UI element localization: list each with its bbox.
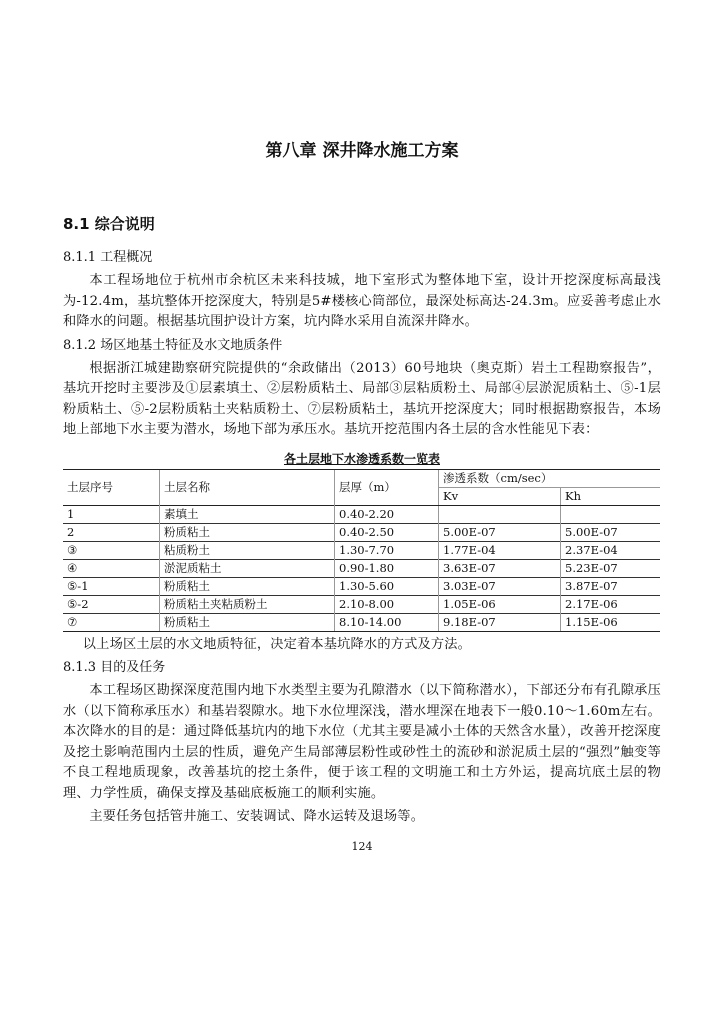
table-cell: 3.03E-07 [439, 577, 561, 595]
section-heading: 8.1 综合说明 [63, 215, 155, 233]
table-row [63, 541, 660, 559]
permeability-table [63, 469, 660, 632]
table-cell: 5.00E-07 [439, 523, 561, 541]
table-cell: 粉质粘土 [160, 613, 335, 631]
table-cell: 1.05E-06 [439, 595, 561, 613]
table-cell: 粘质粉土 [160, 541, 335, 559]
table-cell: 2.17E-06 [561, 595, 661, 613]
table-cell: ⑦ [63, 613, 160, 631]
table-row [63, 559, 660, 577]
table-row [63, 595, 660, 613]
table-caption: 各土层地下水渗透系数一览表 [283, 451, 440, 466]
subsection-heading: 8.1.1 工程概况 [63, 250, 153, 265]
table-cell: 8.10-14.00 [335, 613, 439, 631]
table-cell: 0.90-1.80 [335, 559, 439, 577]
table-cell: ④ [63, 559, 160, 577]
table-cell: 0.40-2.50 [335, 523, 439, 541]
table-cell: 2.10-8.00 [335, 595, 439, 613]
header-cell: 土层序号 [63, 469, 160, 505]
table-cell: 粉质粘土 [160, 577, 335, 595]
table-cell: 0.40-2.20 [335, 505, 439, 523]
table-cell: 5.23E-07 [561, 559, 661, 577]
header-cell: Kv [439, 487, 561, 505]
subsection-heading: 8.1.2 场区地基土特征及水文地质条件 [63, 337, 283, 353]
table-row [63, 577, 660, 595]
table-cell: 1 [63, 505, 160, 523]
page-number: 124 [351, 839, 373, 853]
table-header-row [63, 469, 660, 487]
subsection-heading: 8.1.3 目的及任务 [63, 660, 166, 675]
chapter-title: 第八章 深井降水施工方案 [265, 141, 459, 161]
header-cell: Kh [561, 487, 661, 505]
paragraph: 根据浙江城建勘察研究院提供的“余政储出（2013）60号地块（奥克斯）岩土工程勘察报告”，基坑开挖时主要涉及①层素填土、②层粉质粘土、局部③层粘质粉土、局部④层淤泥质粘土、⑤-1层粉质粘土、⑤-2层粉质粘土夹粘质粉土、⑦层粉质粘土，基坑开挖深度大；同时根据勘察报告，本场地上部地下水主要为潜水，场地下部为承压水。基坑开挖范围内各土层的含水性能见下表： [63, 360, 661, 437]
table-cell: 3.87E-07 [561, 577, 661, 595]
header-cell: 层厚（m） [335, 469, 439, 505]
table-cell: ⑤-2 [63, 595, 160, 613]
paragraph: 主要任务包括管井施工、安装调试、降水运转及退场等。 [89, 809, 425, 824]
table-cell: 淤泥质粘土 [160, 559, 335, 577]
table-cell [561, 505, 661, 523]
header-cell: 土层名称 [160, 469, 335, 505]
table-cell: 2.37E-04 [561, 541, 661, 559]
paragraph: 本工程场区勘探深度范围内地下水类型主要为孔隙潜水（以下简称潜水），下部还分布有孔隙承压水（以下简称承压水）和基岩裂隙水。地下水位埋深浅，潜水埋深在地表下一般0.10～1.60m左右。本次降水的目的是：通过降低基坑内的地下水位（尤其主要是减小土体的天然含水量），改善开挖深度及挖土影响范围内土层的性质，避免产生局部薄层粉性或砂性土的流砂和淤泥质土层的“强烈”触变等不良工程地质现象，改善基坑的挖土条件，便于该工程的文明施工和土方外运，提高坑底土层的物理、力学性质，确保支撑及基础底板施工的顺利实施。 [63, 683, 661, 801]
table-cell: 粉质粘土 [160, 523, 335, 541]
paragraph: 以上场区土层的水文地质特征，决定着本基坑降水的方式及方法。 [82, 636, 472, 652]
page-body [63, 140, 661, 854]
table-cell: 3.63E-07 [439, 559, 561, 577]
table-row [63, 505, 660, 523]
paragraph: 本工程场地位于杭州市余杭区未来科技城，地下室形式为整体地下室，设计开挖深度标高最浅为-12.4m，基坑整体开挖深度大，特别是5#楼核心筒部位，最深处标高达-24.3m。应妥善考虑止水和降水的问题。根据基坑围护设计方案，坑内降水采用自流深井降水。 [63, 273, 661, 329]
table-cell: 5.00E-07 [561, 523, 661, 541]
table-cell: 9.18E-07 [439, 613, 561, 631]
table-cell: 粉质粘土夹粘质粉土 [160, 595, 335, 613]
table-row [63, 523, 660, 541]
table-row [63, 613, 660, 631]
header-cell: 渗透系数（cm/sec） [439, 469, 661, 487]
table-cell: 1.30-5.60 [335, 577, 439, 595]
table-cell: 1.15E-06 [561, 613, 661, 631]
table-cell: ③ [63, 541, 160, 559]
table-cell: 1.30-7.70 [335, 541, 439, 559]
table-cell: 素填土 [160, 505, 335, 523]
table-cell [439, 505, 561, 523]
table-cell: 1.77E-04 [439, 541, 561, 559]
table-cell: ⑤-1 [63, 577, 160, 595]
table-cell: 2 [63, 523, 160, 541]
